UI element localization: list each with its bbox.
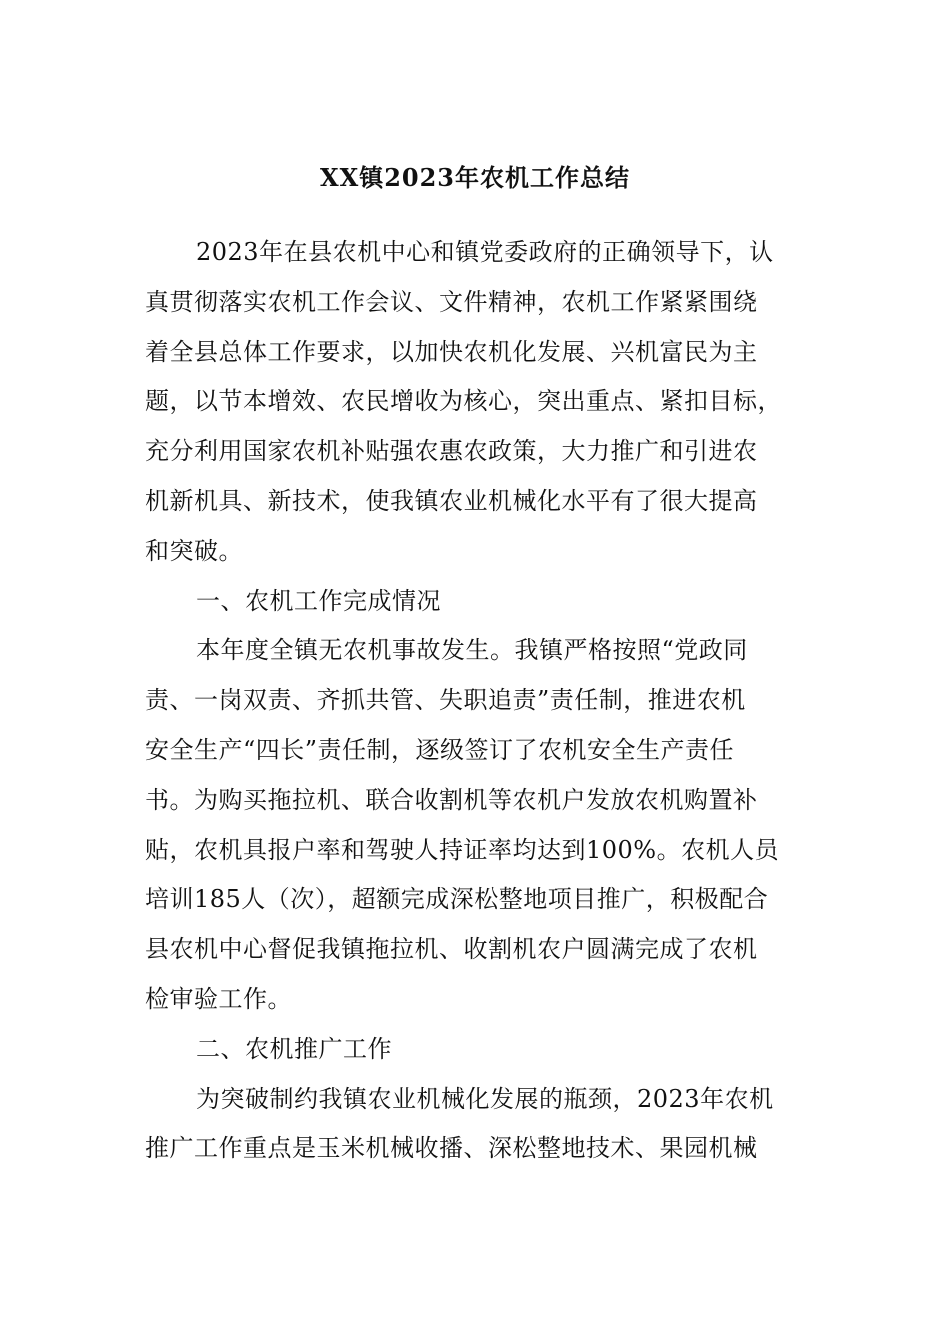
paragraph-1-line-1: 2023年在县农机中心和镇党委政府的正确领导下，认 xyxy=(196,238,774,266)
paragraph-2-line-4: 书。为购买拖拉机、联合收割机等农机户发放农机购置补 xyxy=(145,785,758,814)
paragraph-2-line-6: 培训185人（次），超额完成深松整地项目推广，积极配合 xyxy=(145,885,769,914)
paragraph-1-line-5: 充分利用国家农机补贴强农惠农政策，大力推广和引进农 xyxy=(145,437,758,466)
paragraph-2-line-3: 安全生产“四长”责任制，逐级签订了农机安全生产责任 xyxy=(145,735,735,764)
document-body xyxy=(145,228,807,1174)
paragraph-1-line-4: 题，以节本增效、农民增收为核心，突出重点、紧扣目标， xyxy=(145,387,782,416)
paragraph-2-line-5: 贴，农机具报户率和驾驶人持证率均达到100%。农机人员 xyxy=(145,835,780,864)
paragraph-2-line-2: 责、一岗双责、齐抓共管、失职追责”责任制，推进农机 xyxy=(145,686,746,715)
section-heading-1: 一、农机工作完成情况 xyxy=(196,586,441,615)
paragraph-2-line-8: 检审验工作。 xyxy=(145,984,292,1013)
paragraph-2-line-7: 县农机中心督促我镇拖拉机、收割机农户圆满完成了农机 xyxy=(145,935,758,964)
paragraph-1-line-7: 和突破。 xyxy=(145,536,243,565)
paragraph-3-line-1: 为突破制约我镇农业机械化发展的瓶颈，2023年农机 xyxy=(196,1084,774,1113)
paragraph-2-line-1: 本年度全镇无农机事故发生。我镇严格按照“党政同 xyxy=(196,636,748,665)
section-heading-2: 二、农机推广工作 xyxy=(196,1034,392,1063)
paragraph-3-line-2: 推广工作重点是玉米机械收播、深松整地技术、果园机械 xyxy=(145,1134,758,1163)
paragraph-1-line-6: 机新机具、新技术，使我镇农业机械化水平有了很大提高 xyxy=(145,486,758,515)
document-title: XX镇2023年农机工作总结 xyxy=(319,163,631,192)
paragraph-1-line-3: 着全县总体工作要求，以加快农机化发展、兴机富民为主 xyxy=(145,337,758,366)
paragraph-1-line-2: 真贯彻落实农机工作会议、文件精神，农机工作紧紧围绕 xyxy=(145,287,758,316)
